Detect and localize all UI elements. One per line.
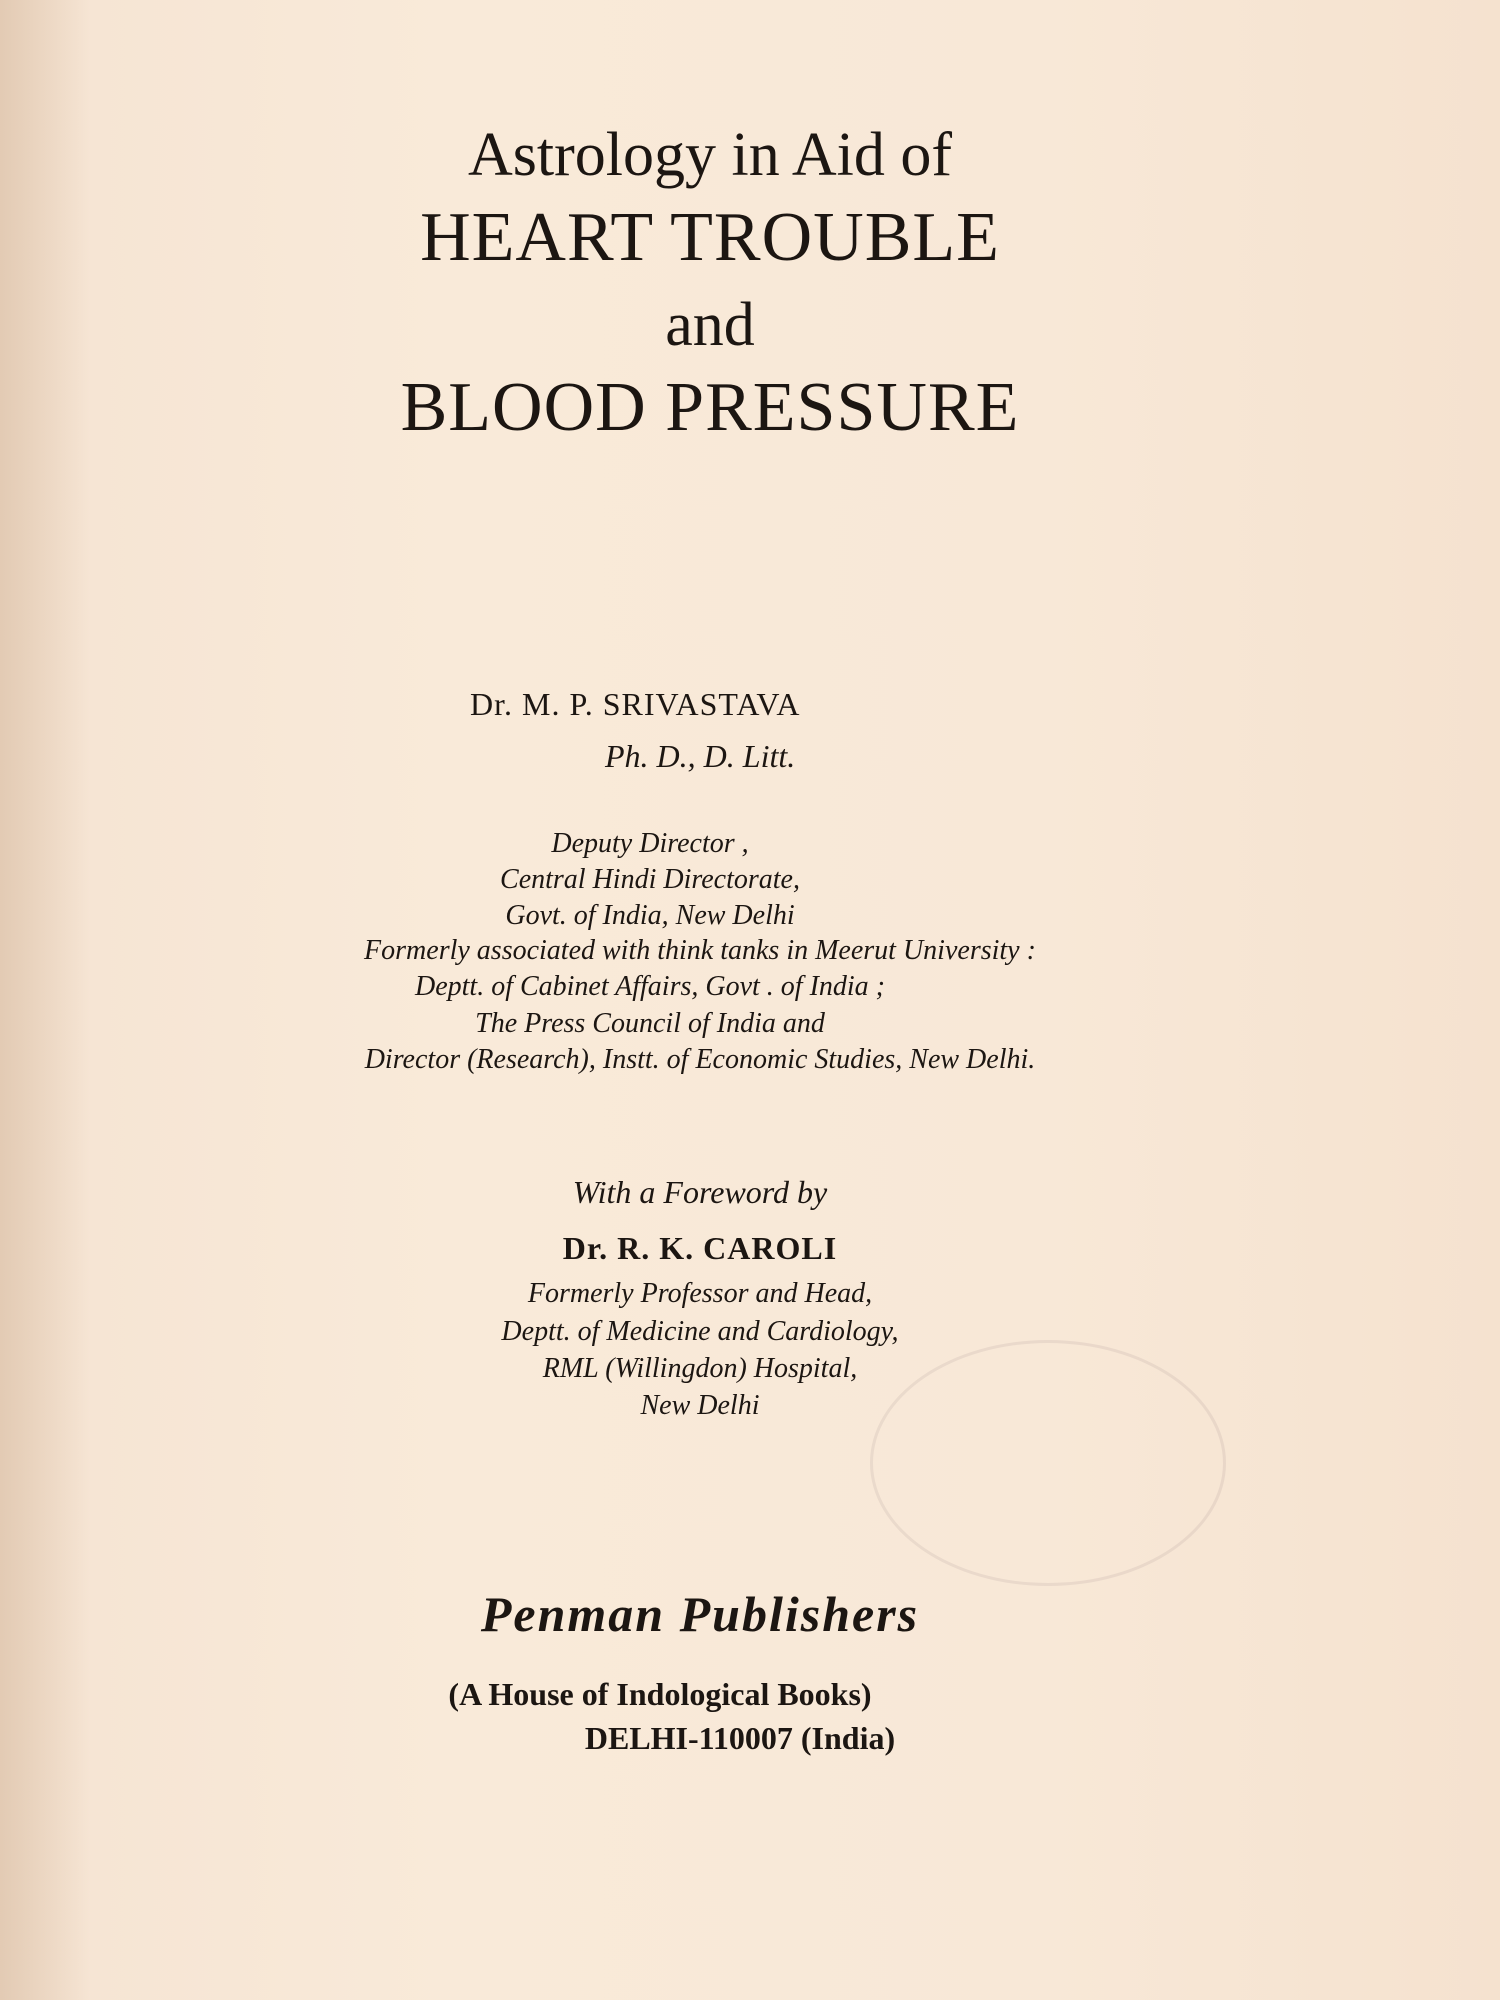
foreword-intro: With a Foreword by — [572, 1174, 828, 1210]
affiliation-line: Formerly associated with think tanks in Meerut University : — [364, 935, 1036, 966]
affiliation-line: Deputy Director , — [551, 828, 749, 859]
title-line-4: BLOOD PRESSURE — [400, 369, 1020, 446]
affiliation-line: Central Hindi Directorate, — [500, 864, 800, 895]
foreword-author-name: Dr. R. K. CAROLI — [562, 1230, 838, 1266]
page-edge-shadow — [0, 0, 90, 2000]
foreword-detail-line: New Delhi — [640, 1390, 760, 1421]
publisher-name: Penman Publishers — [480, 1586, 920, 1642]
affiliation-line: Deptt. of Cabinet Affairs, Govt . of India ; — [414, 971, 885, 1002]
title-line-2: HEART TROUBLE — [420, 199, 1000, 276]
foreword-detail-line: RML (Willingdon) Hospital, — [542, 1353, 858, 1384]
title-line-3: and — [665, 291, 755, 359]
author-degrees: Ph. D., D. Litt. — [605, 738, 796, 774]
affiliation-line: Govt. of India, New Delhi — [505, 900, 795, 931]
title-line-1: Astrology in Aid of — [468, 121, 952, 189]
author-name: Dr. M. P. SRIVASTAVA — [470, 686, 801, 722]
affiliation-line: The Press Council of India and — [475, 1008, 825, 1039]
affiliation-line: Director (Research), Instt. of Economic Studies, New Delhi. — [364, 1044, 1036, 1075]
foreword-detail-line: Deptt. of Medicine and Cardiology, — [501, 1316, 899, 1347]
foreword-detail-line: Formerly Professor and Head, — [527, 1278, 873, 1309]
publisher-address: DELHI-110007 (India) — [584, 1720, 896, 1756]
publisher-tagline: (A House of Indological Books) — [448, 1676, 872, 1712]
